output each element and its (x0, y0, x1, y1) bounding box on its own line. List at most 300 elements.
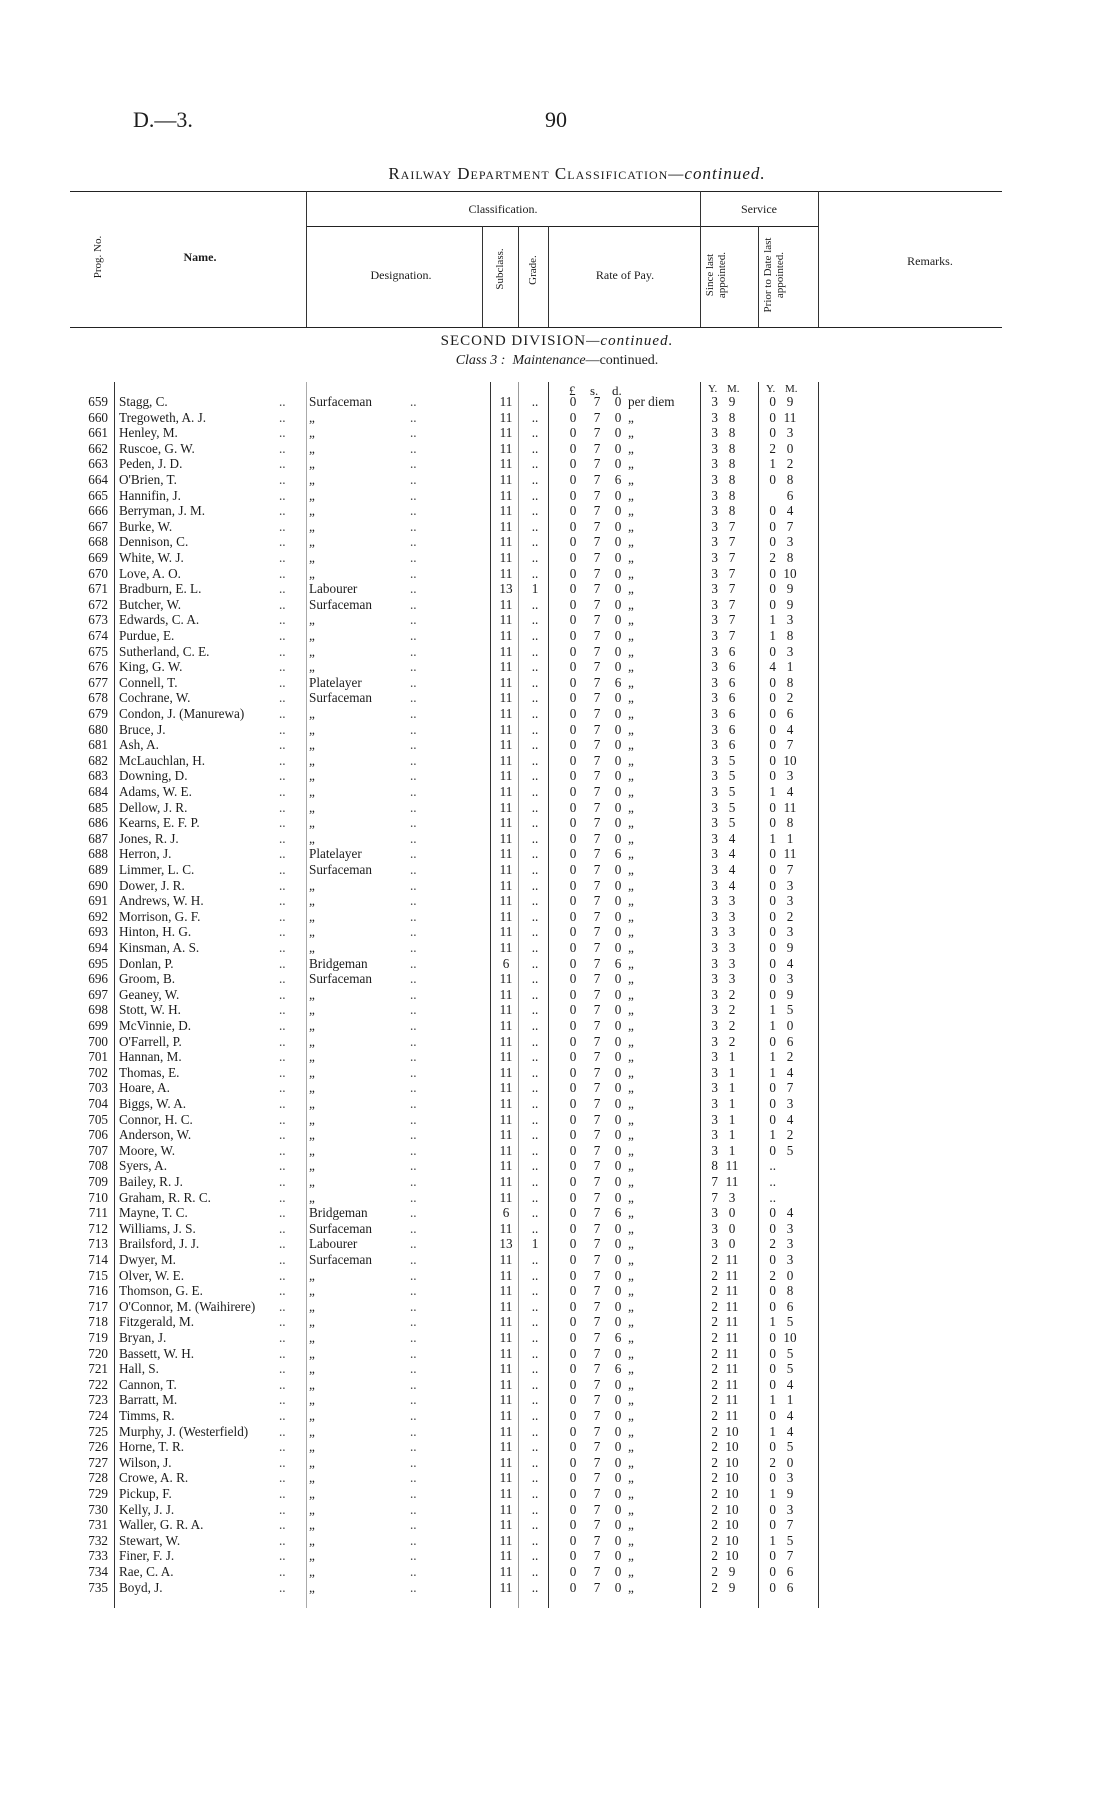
pay-shillings: 7 (593, 799, 601, 815)
designation: Labourer (309, 1236, 358, 1252)
leader-dots: .. (410, 986, 417, 1002)
table-row (0, 768, 1114, 784)
subclass: 11 (499, 1033, 513, 1049)
table-row (0, 1065, 1114, 1081)
service-prior-months: 7 (786, 1548, 794, 1564)
pay-pence: 0 (614, 394, 622, 409)
pay-pence: 0 (614, 893, 622, 909)
table-row (0, 878, 1114, 894)
service-since-years: 2 (711, 1392, 718, 1408)
designation: „ (309, 1439, 315, 1455)
col-divider (482, 226, 483, 327)
years-label: Y. (766, 383, 776, 395)
table-row (0, 1127, 1114, 1143)
prog-no: 717 (88, 1298, 108, 1314)
leader-dots: .. (410, 581, 417, 597)
service-prior-months: 4 (786, 784, 794, 799)
prog-no: 723 (88, 1392, 108, 1408)
pay-shillings: 7 (593, 784, 601, 799)
prog-no: 710 (88, 1189, 108, 1205)
employee-name: Connor, H. C. (119, 1111, 193, 1127)
prog-no: 696 (88, 971, 108, 987)
service-since-years: 3 (711, 440, 718, 456)
pay-pounds: 0 (569, 409, 577, 425)
service-since-months: 11 (725, 1330, 739, 1345)
pay-shillings: 7 (593, 1111, 601, 1127)
employee-name: Condon, J. (Manurewa) (119, 706, 245, 721)
subclass: 11 (499, 1330, 513, 1345)
pay-pence: 0 (614, 1080, 622, 1096)
table-row (0, 1580, 1114, 1596)
subclass: 11 (499, 737, 513, 753)
employee-name: Bryan, J. (119, 1330, 167, 1345)
pay-period: „ (628, 534, 634, 550)
pay-shillings: 7 (593, 1189, 601, 1205)
leader-dots: .. (279, 472, 286, 487)
prog-no: 674 (88, 628, 108, 643)
pay-pounds: 0 (569, 1205, 577, 1221)
leader-dots: .. (279, 534, 286, 550)
header-rate-of-pay: Rate of Pay. (595, 268, 655, 282)
pay-pence: 0 (614, 1220, 622, 1236)
prog-no: 692 (88, 908, 108, 924)
service-prior-months: 6 (786, 1298, 794, 1314)
leader-dots: .. (410, 1376, 417, 1392)
service-prior-years: 0 (769, 534, 776, 550)
service-prior-months: 4 (786, 503, 794, 519)
leader-dots: .. (279, 1470, 286, 1486)
subclass: 11 (499, 830, 513, 846)
service-prior-months: 4 (786, 1111, 794, 1127)
designation: „ (309, 1376, 315, 1392)
designation: „ (309, 940, 315, 955)
leader-dots: .. (410, 1361, 417, 1377)
prog-no: 679 (88, 706, 108, 721)
shilling-label: s. (590, 383, 599, 398)
pay-shillings: 7 (593, 659, 601, 675)
service-prior-years: 0 (769, 955, 776, 971)
leader-dots: .. (410, 877, 417, 893)
prog-no: 728 (88, 1470, 108, 1486)
prog-no: 699 (88, 1018, 108, 1033)
pay-shillings: 7 (593, 456, 601, 472)
pay-period: „ (628, 409, 634, 425)
pay-period: „ (628, 1579, 634, 1595)
prog-no: 712 (88, 1220, 108, 1236)
leader-dots: .. (279, 1517, 286, 1533)
table-row (0, 737, 1114, 753)
grade: .. (531, 752, 539, 768)
pay-pence: 0 (614, 1174, 622, 1189)
pay-period: „ (628, 1361, 634, 1377)
leader-dots: .. (410, 1205, 417, 1221)
designation: „ (309, 550, 315, 565)
col-divider (518, 226, 519, 327)
table-row (0, 410, 1114, 426)
pay-period: „ (628, 877, 634, 893)
grade: .. (531, 737, 539, 753)
pay-period: „ (628, 659, 634, 675)
pay-pounds: 0 (569, 924, 577, 940)
subclass: 11 (499, 1252, 513, 1267)
pay-pence: 0 (614, 768, 622, 784)
table-row (0, 1018, 1114, 1034)
leader-dots: .. (279, 565, 286, 581)
subclass: 11 (499, 1423, 513, 1439)
leader-dots: .. (279, 1080, 286, 1096)
leader-dots: .. (279, 830, 286, 846)
leader-dots: .. (279, 1501, 286, 1517)
service-since-years: 3 (711, 986, 718, 1002)
grade: .. (531, 862, 539, 877)
service-since-months: 1 (728, 1049, 736, 1065)
pay-shillings: 7 (593, 815, 601, 831)
leader-dots: .. (410, 1423, 417, 1439)
pay-pounds: 0 (569, 1267, 577, 1283)
pay-period: „ (628, 1298, 634, 1314)
leader-dots: .. (279, 1376, 286, 1392)
leader-dots: .. (410, 518, 417, 534)
pay-period: „ (628, 1439, 634, 1455)
class-name: Maintenance (512, 353, 586, 368)
service-prior-months: 3 (786, 1236, 794, 1252)
col-divider (818, 191, 819, 327)
prog-no: 672 (88, 596, 108, 612)
service-since-months: 7 (728, 534, 736, 550)
subclass: 11 (499, 846, 513, 862)
pay-pounds: 0 (569, 581, 577, 597)
pay-pounds: 0 (569, 456, 577, 472)
pay-period: „ (628, 830, 634, 846)
pay-pounds: 0 (569, 1439, 577, 1455)
employee-name: Bassett, W. H. (119, 1345, 195, 1361)
designation: „ (309, 518, 315, 534)
prog-no: 667 (88, 518, 108, 534)
prog-no: 731 (88, 1517, 108, 1533)
designation: „ (309, 1361, 315, 1377)
employee-name: Kelly, J. J. (119, 1501, 175, 1517)
table-row (0, 1299, 1114, 1315)
service-since-years: 3 (711, 924, 718, 940)
pay-shillings: 7 (593, 534, 601, 550)
subclass: 11 (499, 1376, 513, 1392)
service-prior-years: 1 (769, 1018, 776, 1033)
designation: „ (309, 628, 315, 643)
pay-period: „ (628, 1392, 634, 1408)
prog-no: 701 (88, 1049, 108, 1065)
table-row (0, 472, 1114, 488)
pay-pence: 0 (614, 1423, 622, 1439)
grade: .. (531, 1454, 539, 1470)
designation: Bridgeman (309, 955, 368, 971)
service-prior-years: 1 (769, 1532, 776, 1548)
pay-shillings: 7 (593, 440, 601, 456)
table-row (0, 628, 1114, 644)
service-since-months: 3 (728, 1189, 736, 1205)
leader-dots: .. (279, 1283, 286, 1299)
designation: Surfaceman (309, 971, 372, 987)
leader-dots: .. (410, 550, 417, 565)
pay-period: „ (628, 1220, 634, 1236)
pay-pounds: 0 (569, 612, 577, 628)
grade: .. (531, 1018, 539, 1033)
service-prior-years: 0 (769, 1096, 776, 1111)
subclass: 11 (499, 1002, 513, 1018)
pay-shillings: 7 (593, 1049, 601, 1065)
subclass: 11 (499, 908, 513, 924)
table-row (0, 425, 1114, 441)
grade: .. (531, 799, 539, 815)
service-since-years: 3 (711, 659, 718, 675)
leader-dots: .. (410, 1330, 417, 1345)
pay-period: „ (628, 1501, 634, 1517)
employee-name: Hannan, M. (119, 1049, 182, 1065)
service-since-months: 1 (728, 1127, 736, 1143)
service-since-months: 10 (725, 1548, 739, 1564)
service-since-years: 2 (711, 1314, 718, 1330)
leader-dots: .. (410, 830, 417, 846)
designation: „ (309, 1080, 315, 1096)
pound-label: £ (569, 383, 576, 398)
pay-period: „ (628, 1267, 634, 1283)
pay-pounds: 0 (569, 628, 577, 643)
service-since-months: 6 (728, 706, 736, 721)
pay-pounds: 0 (569, 1127, 577, 1143)
service-since-months: 10 (725, 1439, 739, 1455)
pay-pence: 0 (614, 877, 622, 893)
class-heading (0, 353, 1114, 369)
service-prior-years: 0 (769, 1111, 776, 1127)
leader-dots: .. (279, 1548, 286, 1564)
grade: .. (531, 565, 539, 581)
pay-pounds: 0 (569, 1314, 577, 1330)
grade: .. (531, 924, 539, 940)
leader-dots: .. (279, 1205, 286, 1221)
pay-pounds: 0 (569, 1174, 577, 1189)
grade: .. (531, 1002, 539, 1018)
service-prior-months: 5 (786, 1345, 794, 1361)
service-prior-years: 1 (769, 1002, 776, 1018)
pay-period: „ (628, 1002, 634, 1018)
subclass: 11 (499, 1096, 513, 1111)
pay-shillings: 7 (593, 971, 601, 987)
service-prior-months: 8 (786, 815, 794, 831)
pay-pounds: 0 (569, 1564, 577, 1579)
pay-pence: 0 (614, 706, 622, 721)
pay-shillings: 7 (593, 940, 601, 955)
service-prior-months: 8 (786, 472, 794, 487)
pay-shillings: 7 (593, 1158, 601, 1174)
pay-pence: 0 (614, 1517, 622, 1533)
pay-period: „ (628, 846, 634, 862)
service-prior-years: 2 (769, 1267, 776, 1283)
service-since-months: 3 (728, 971, 736, 987)
subclass: 11 (499, 862, 513, 877)
service-since-years: 3 (711, 550, 718, 565)
pay-period: „ (628, 1033, 634, 1049)
leader-dots: .. (410, 1064, 417, 1080)
subclass: 11 (499, 425, 513, 441)
service-prior-years: 0 (769, 752, 776, 768)
division-name: SECOND DIVISION (440, 333, 587, 349)
leader-dots: .. (410, 643, 417, 659)
prog-no: 721 (88, 1361, 108, 1377)
prog-no: 697 (88, 986, 108, 1002)
pay-shillings: 7 (593, 1501, 601, 1517)
table-row (0, 1533, 1114, 1549)
service-prior-months: 3 (786, 1470, 794, 1486)
employee-name: Dower, J. R. (119, 877, 185, 893)
grade: .. (531, 659, 539, 675)
service-since-months: 2 (728, 1002, 736, 1018)
years-label: Y. (708, 383, 718, 395)
prog-no: 664 (88, 472, 108, 487)
grade: .. (531, 1080, 539, 1096)
prog-no: 700 (88, 1033, 108, 1049)
leader-dots: .. (410, 1564, 417, 1579)
pay-period: „ (628, 1252, 634, 1267)
service-since-months: 11 (725, 1361, 739, 1377)
service-prior-years: 0 (769, 596, 776, 612)
service-since-months: 2 (728, 986, 736, 1002)
pay-shillings: 7 (593, 846, 601, 862)
pay-pence: 6 (614, 1361, 622, 1377)
table-row (0, 690, 1114, 706)
pay-shillings: 7 (593, 1080, 601, 1096)
pay-period: „ (628, 924, 634, 940)
designation: „ (309, 1314, 315, 1330)
prog-no: 709 (88, 1174, 108, 1189)
col-divider (758, 226, 759, 327)
table-row (0, 722, 1114, 738)
service-since-years: 3 (711, 940, 718, 955)
subclass: 11 (499, 1049, 513, 1065)
leader-dots: .. (410, 674, 417, 690)
service-since-years: 3 (711, 737, 718, 753)
leader-dots: .. (410, 1158, 417, 1174)
service-prior-months: 5 (786, 1439, 794, 1455)
grade: .. (531, 1298, 539, 1314)
header-bottom-rule (70, 327, 1002, 328)
leader-dots: .. (279, 768, 286, 784)
subclass: 13 (499, 1236, 513, 1252)
leader-dots: .. (279, 628, 286, 643)
service-prior-months: 6 (786, 487, 794, 503)
pay-pence: 0 (614, 1579, 622, 1595)
service-prior-months: 4 (786, 1408, 794, 1423)
service-since-years: 3 (711, 1127, 718, 1143)
leader-dots: .. (279, 721, 286, 737)
table-row (0, 862, 1114, 878)
pay-pence: 0 (614, 1158, 622, 1174)
pay-pence: 0 (614, 628, 622, 643)
grade: .. (531, 1501, 539, 1517)
designation: „ (309, 1064, 315, 1080)
pay-pounds: 0 (569, 1501, 577, 1517)
subclass: 11 (499, 1470, 513, 1486)
pay-shillings: 7 (593, 1127, 601, 1143)
header-remarks: Remarks. (907, 254, 953, 268)
designation: „ (309, 877, 315, 893)
pay-pounds: 0 (569, 440, 577, 456)
pay-pounds: 0 (569, 1454, 577, 1470)
leader-dots: .. (410, 1486, 417, 1501)
pay-pence: 0 (614, 1345, 622, 1361)
leader-dots: .. (279, 1345, 286, 1361)
pay-period: „ (628, 706, 634, 721)
pay-shillings: 7 (593, 893, 601, 909)
designation: „ (309, 924, 315, 940)
pay-period: „ (628, 908, 634, 924)
service-prior-months: 4 (786, 1064, 794, 1080)
table-row (0, 940, 1114, 956)
leader-dots: .. (410, 1454, 417, 1470)
leader-dots: .. (279, 503, 286, 519)
pay-pence: 0 (614, 550, 622, 565)
service-prior-months: 2 (786, 1049, 794, 1065)
leader-dots: .. (410, 1517, 417, 1533)
service-since-months: 11 (725, 1345, 739, 1361)
service-prior-years: 1 (769, 1314, 776, 1330)
service-prior-months: 2 (786, 456, 794, 472)
service-since-years: 3 (711, 534, 718, 550)
pay-pence: 0 (614, 737, 622, 753)
service-since-months: 7 (728, 565, 736, 581)
leader-dots: .. (279, 425, 286, 441)
employee-name: White, W. J. (119, 550, 184, 565)
service-since-years: 3 (711, 784, 718, 799)
service-since-years: 3 (711, 768, 718, 784)
pay-pence: 0 (614, 1564, 622, 1579)
leader-dots: .. (279, 1033, 286, 1049)
service-since-years: 3 (711, 674, 718, 690)
pay-period: „ (628, 503, 634, 519)
header-name: Name. (183, 250, 217, 264)
service-since-years: 2 (711, 1454, 718, 1470)
leader-dots: .. (410, 596, 417, 612)
service-since-years: 3 (711, 955, 718, 971)
service-since-years: 2 (711, 1470, 718, 1486)
service-prior-years: 1 (769, 830, 776, 846)
subclass: 13 (499, 581, 513, 597)
pay-pounds: 0 (569, 955, 577, 971)
pay-shillings: 7 (593, 643, 601, 659)
service-since-months: 6 (728, 659, 736, 675)
pay-shillings: 7 (593, 565, 601, 581)
leader-dots: .. (410, 924, 417, 940)
grade: .. (531, 893, 539, 909)
grade: .. (531, 472, 539, 487)
pay-pence: 0 (614, 1127, 622, 1143)
leader-dots: .. (410, 659, 417, 675)
leader-dots: .. (410, 784, 417, 799)
pay-shillings: 7 (593, 1002, 601, 1018)
table-row (0, 488, 1114, 504)
subclass: 11 (499, 1111, 513, 1127)
service-since-years: 3 (711, 815, 718, 831)
table-row (0, 1330, 1114, 1346)
prog-no: 691 (88, 893, 108, 909)
service-prior-years: 0 (769, 565, 776, 581)
employee-name: Berryman, J. M. (119, 503, 206, 519)
employee-name: Peden, J. D. (119, 456, 183, 472)
pay-pence: 0 (614, 940, 622, 955)
pay-pounds: 0 (569, 940, 577, 955)
service-prior-years: 0 (769, 706, 776, 721)
subclass: 11 (499, 518, 513, 534)
employee-name: McLauchlan, H. (119, 752, 206, 768)
leader-dots: .. (279, 1486, 286, 1501)
